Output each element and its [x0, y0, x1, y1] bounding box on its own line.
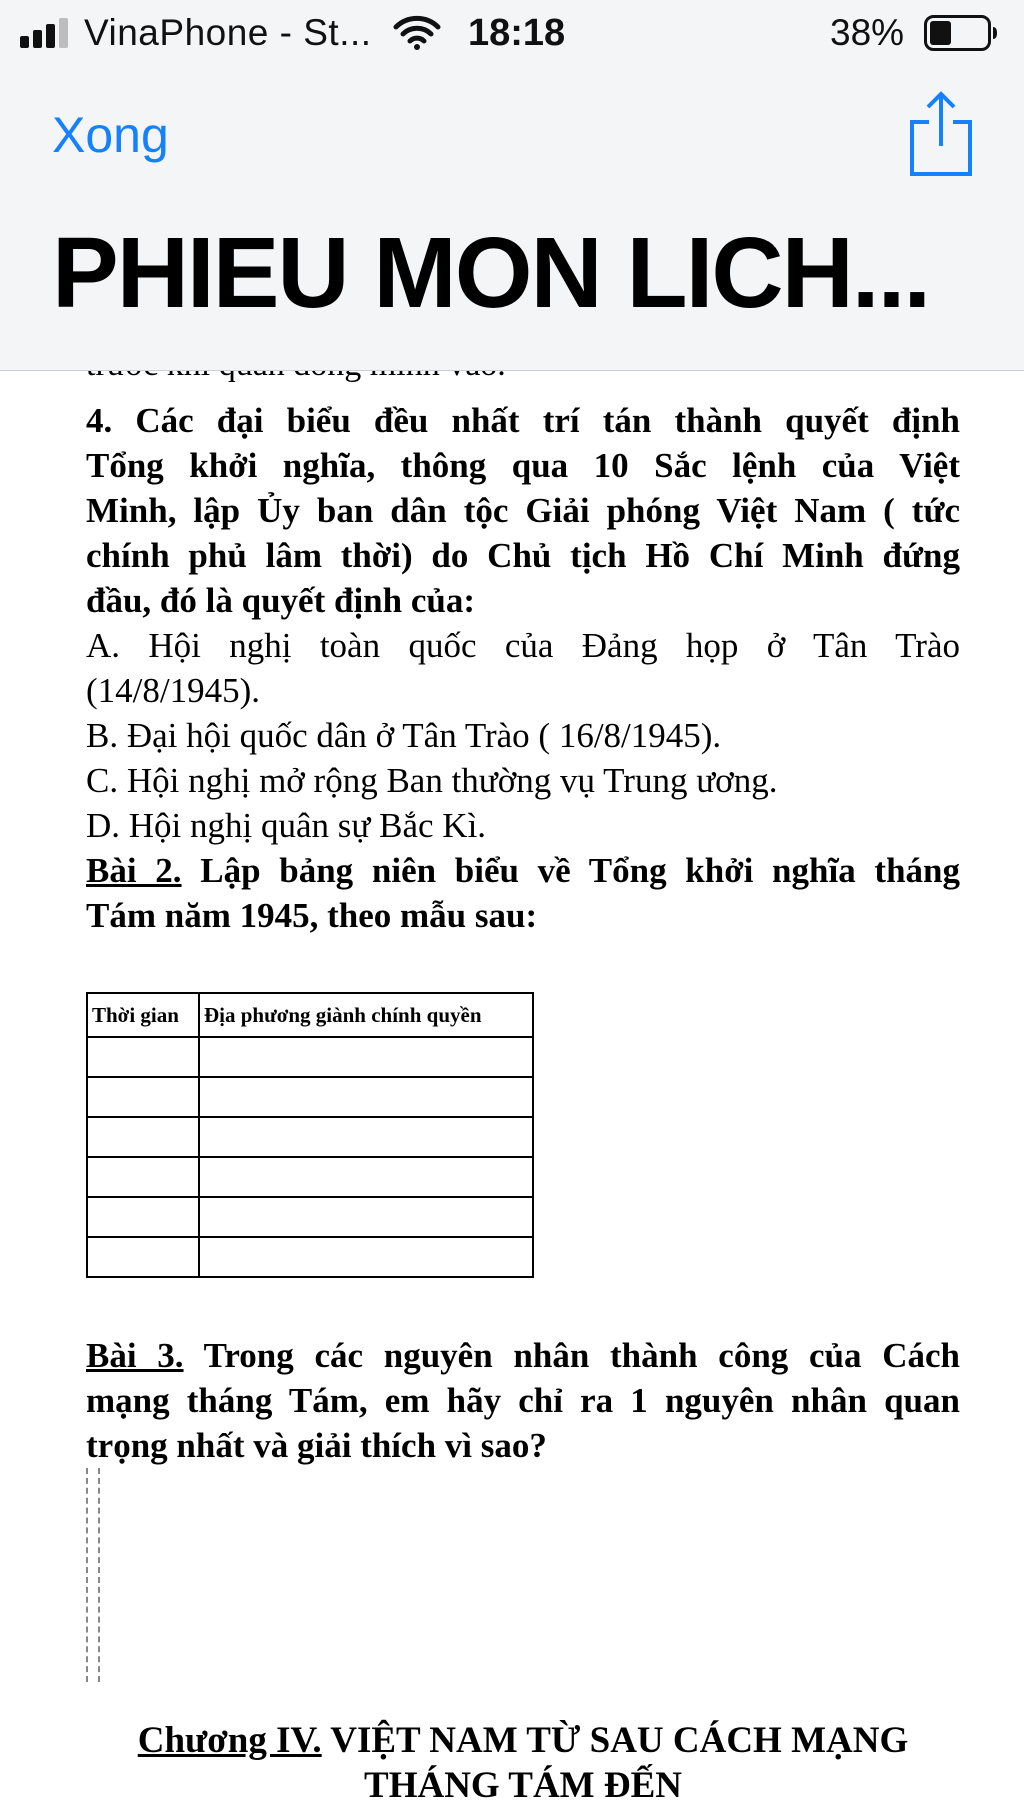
- bai-3-line-3: trọng nhất và giải thích vì sao?: [86, 1426, 547, 1465]
- table-cell: [199, 1237, 533, 1277]
- question-4-line: Minh, lập Ủy ban dân tộc Giải phóng Việt Nam ( tức: [86, 491, 960, 530]
- chapter-label: Chương IV.: [137, 1720, 322, 1761]
- question-4-line: Tổng khởi nghĩa, thông qua 10 Sắc lệnh của Việt: [86, 446, 960, 485]
- option-b: B. Đại hội quốc dân ở Tân Trào ( 16/8/1945).: [86, 716, 722, 755]
- table-cell: [199, 1077, 533, 1117]
- battery-icon: [924, 15, 998, 51]
- document-viewer[interactable]: [0, 370, 1024, 1817]
- document-header: [0, 66, 1024, 371]
- table-cell: [199, 1117, 533, 1157]
- bai-3: [86, 1333, 960, 1468]
- table-header-row: [87, 993, 533, 1037]
- share-icon[interactable]: [908, 90, 974, 178]
- bai-3-line-2: mạng tháng Tám, em hãy chỉ ra 1 nguyên nhân quan: [86, 1381, 960, 1420]
- column-header-time: Thời gian: [87, 993, 199, 1037]
- status-bar: [0, 0, 1024, 66]
- question-4-line: 4. Các đại biểu đều nhất trí tán thành quyết định: [86, 401, 960, 440]
- chapter-heading: [86, 1718, 960, 1808]
- signal-strength-icon: [20, 18, 74, 48]
- battery-fill: [930, 21, 951, 45]
- column-header-locality: Địa phương giành chính quyền: [199, 993, 533, 1037]
- question-4: [86, 398, 960, 623]
- table-cell: [199, 1197, 533, 1237]
- clock: 18:18: [468, 12, 566, 54]
- chronology-table: [86, 992, 534, 1278]
- table-cell: [87, 1157, 199, 1197]
- option-a: A. Hội nghị toàn quốc của Đảng họp ở Tân Trào: [86, 626, 960, 665]
- chapter-line-1: [86, 1718, 960, 1763]
- carrier-name: VinaPhone - St...: [84, 12, 372, 53]
- option-a-continued: (14/8/1945).: [86, 671, 261, 710]
- question-4-line: đầu, đó là quyết định của:: [86, 581, 476, 620]
- table-cell: [199, 1157, 533, 1197]
- wifi-icon: [394, 16, 440, 50]
- bai-2-line-2: Tám năm 1945, theo mẫu sau:: [86, 896, 538, 935]
- table-row: [87, 1197, 533, 1237]
- bai-3-text: Trong các nguyên nhân thành công của Cách: [183, 1336, 960, 1375]
- bai-3-line: [86, 1333, 960, 1378]
- bai-2-line: [86, 848, 960, 893]
- table-cell: [87, 1117, 199, 1157]
- table-row: [87, 1037, 533, 1077]
- table-row: [87, 1077, 533, 1117]
- option-c: C. Hội nghị mở rộng Ban thường vụ Trung ương.: [86, 761, 778, 800]
- bai-2-label: Bài 2.: [86, 851, 182, 890]
- done-button[interactable]: Xong: [52, 107, 169, 163]
- bai-2: [86, 848, 960, 938]
- table-cell: [199, 1037, 533, 1077]
- battery-percentage: 38%: [830, 12, 905, 53]
- table-cell: [87, 1077, 199, 1117]
- table-cell: [87, 1037, 199, 1077]
- question-4-line: chính phủ lâm thời) do Chủ tịch Hồ Chí Minh đứng: [86, 536, 960, 575]
- table-row: [87, 1237, 533, 1277]
- table-row: [87, 1117, 533, 1157]
- table-cell: [87, 1237, 199, 1277]
- answer-options: [86, 623, 960, 848]
- table-row: [87, 1157, 533, 1197]
- option-d: D. Hội nghị quân sự Bắc Kì.: [86, 806, 487, 845]
- bai-3-label: Bài 3.: [86, 1336, 184, 1375]
- document-title: PHIEU MON LICH...: [52, 217, 930, 329]
- bai-2-text: Lập bảng niên biểu về Tổng khởi nghĩa tháng: [181, 851, 960, 890]
- chapter-text: VIỆT NAM TỪ SAU CÁCH MẠNG: [321, 1720, 909, 1761]
- answer-text-box[interactable]: [86, 1468, 100, 1682]
- table-cell: [87, 1197, 199, 1237]
- chapter-line-2: THÁNG TÁM ĐẾN: [364, 1765, 682, 1806]
